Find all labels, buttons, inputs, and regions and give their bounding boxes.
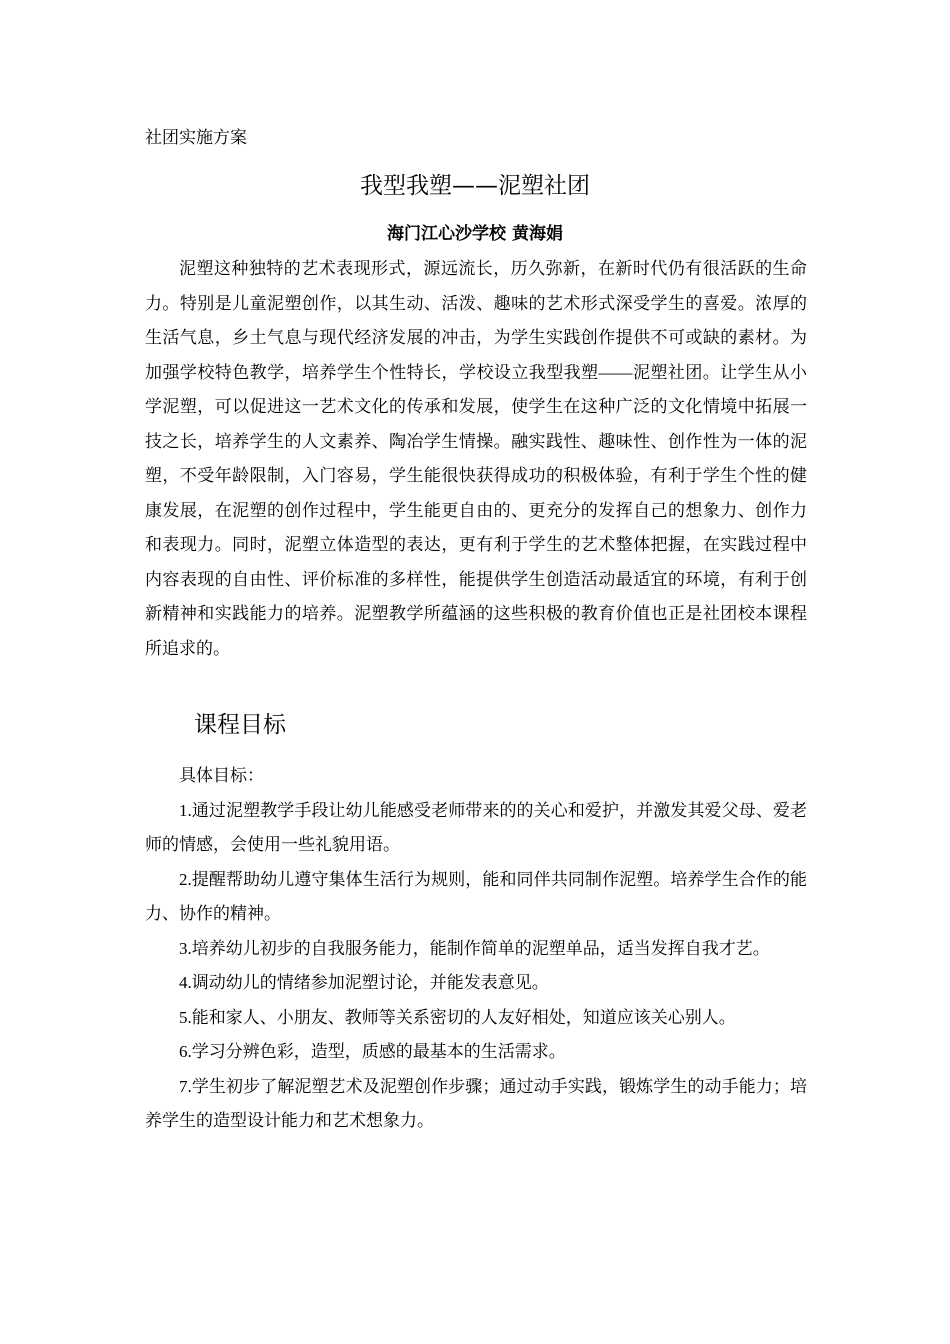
- goal-item: 2.提醒帮助幼儿遵守集体生活行为规则，能和同伴共同制作泥塑。培养学生合作的能力、协作的精神。: [145, 869, 807, 923]
- document-author: 海门江心沙学校 黄海娟: [387, 224, 563, 244]
- goal-item: 1.通过泥塑教学手段让幼儿能感受老师带来的的关心和爱护，并激发其爱父母、爱老师的情感，会使用一些礼貌用语。: [145, 800, 807, 854]
- goal-item: 3.培养幼儿初步的自我服务能力，能制作简单的泥塑单品，适当发挥自我才艺。: [179, 938, 770, 958]
- intro-paragraph: 泥塑这种独特的艺术表现形式，源远流长，历久弥新，在新时代仍有很活跃的生命力。特别是儿童泥塑创作，以其生动、活泼、趣味的艺术形式深受学生的喜爱。浓厚的生活气息，乡土气息与现代经济发展的冲击，为学生实践创作提供不可或缺的素材。为加强学校特色教学，培养学生个性特长，学校设立我型我塑——泥塑社团。让学生从小学泥塑，可以促进这一艺术文化的传承和发展，使学生在这种广泛的文化情境中拓展一技之长，培养学生的人文素养、陶冶学生情操。融实践性、趣味性、创作性为一体的泥塑，不受年龄限制，入门容易，学生能很快获得成功的积极体验，有利于学生个性的健康发展，在泥塑的创作过程中，学生能更自由的、更充分的发挥自己的想象力、创作力和表现力。同时，泥塑立体造型的表达，更有利于学生的艺术整体把握，在实践过程中内容表现的自由性、评价标准的多样性，能提供学生创造活动最适宜的环境，有利于创新精神和实践能力的培养。泥塑教学所蕴涵的这些积极的教育价值也正是社团校本课程所追求的。: [145, 259, 807, 658]
- goal-item: 7.学生初步了解泥塑艺术及泥塑创作步骤；通过动手实践，锻炼学生的动手能力；培养学生的造型设计能力和艺术想象力。: [145, 1076, 807, 1130]
- goals-label: 具体目标：: [179, 766, 264, 785]
- document-label: 社团实施方案: [145, 128, 247, 148]
- goal-item: 6.学习分辨色彩，造型，质感的最基本的生活需求。: [179, 1042, 566, 1061]
- goal-item: 4.调动幼儿的情绪参加泥塑讨论，并能发表意见。: [179, 973, 549, 992]
- section-heading: 课程目标: [194, 712, 286, 738]
- goals-list: [145, 759, 807, 1139]
- goal-item: 5.能和家人、小朋友、教师等关系密切的人友好相处，知道应该关心别人。: [179, 1007, 736, 1027]
- document-title: 我型我塑——泥塑社团: [360, 173, 590, 199]
